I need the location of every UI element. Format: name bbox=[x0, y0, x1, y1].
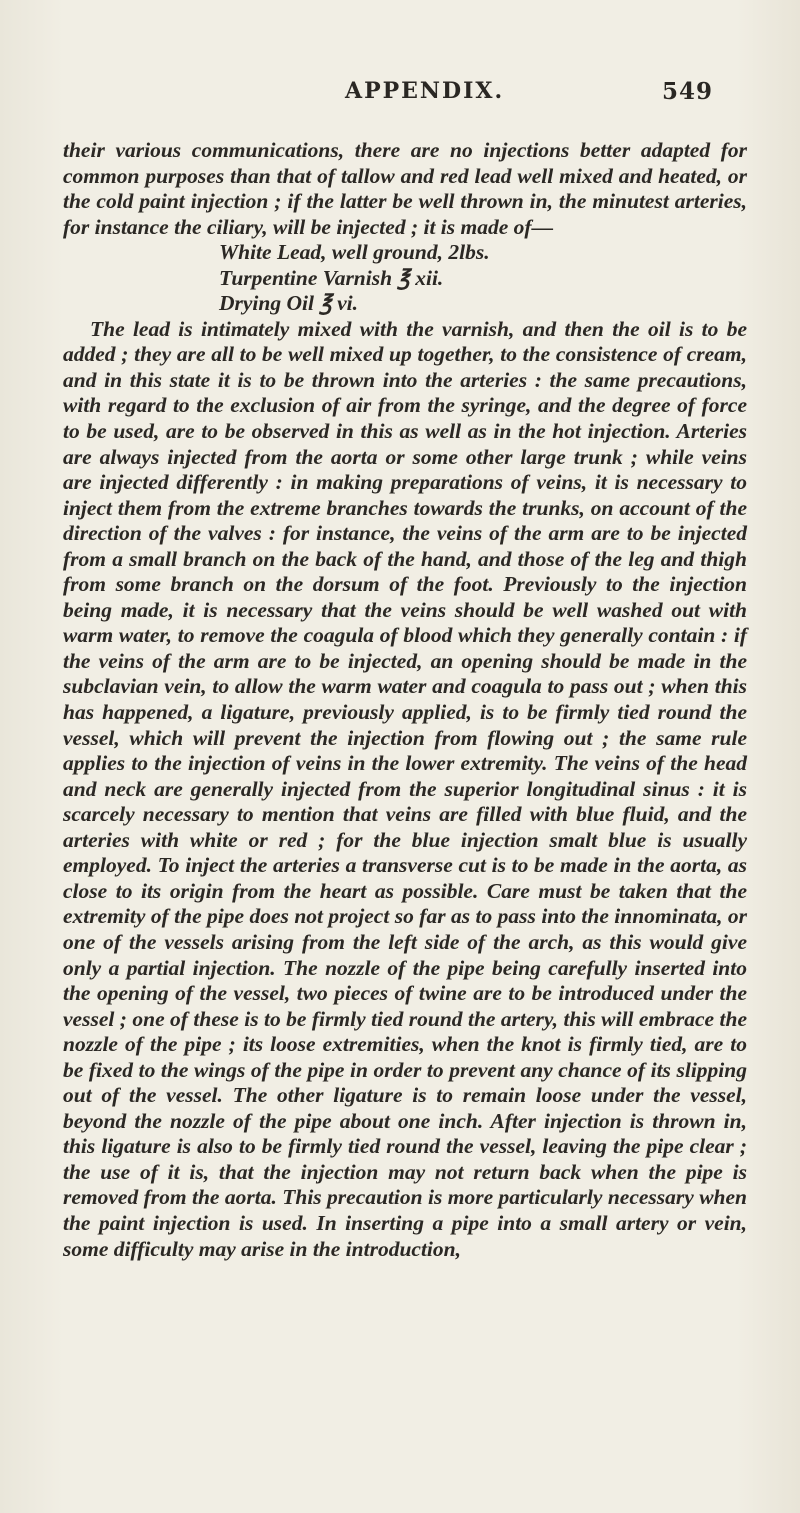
opening-paragraph: their various communications, there are no injections better adapted for common purposes than that of tallow and red lead well mixed and heated, or the cold paint injection ; if the latter be well thrown in, the minutest arteries, for instance the ciliary, will be injected ; it is made of— bbox=[63, 138, 747, 239]
page-body bbox=[63, 138, 747, 1262]
injection-recipe bbox=[63, 240, 747, 317]
main-paragraph: The lead is intimately mixed with the varnish, and then the oil is to be added ; they are all to be well mixed up together, to the consistence of cream, and in this state it is to be thrown into the arteries : the same precautions, with regard to the exclusion of air from the syringe, and the degree of force to be used, are to be observed in this as well as in the hot injection. Arteries are always injected from the aorta or some other large trunk ; while veins are injected differently : in making preparations of veins, it is necessary to inject them from the extreme branches towards the trunks, on account of the direction of the valves : for instance, the veins of the arm are to be injected from a small branch on the back of the hand, and those of the leg and thigh from some branch on the dorsum of the foot. Previously to the injection being made, it is necessary that the veins should be well washed out with warm water, to remove the coagula of blood which they generally contain : if the veins of the arm are to be injected, an opening should be made in the subclavian vein, to allow the warm water and coagula to pass out ; when this has happened, a ligature, previously applied, is to be firmly tied round the vessel, which will prevent the injection from flowing out ; the same rule applies to the injection of veins in the lower extremity. The veins of the head and neck are generally injected from the superior longitudinal sinus : it is scarcely necessary to mention that veins are filled with blue fluid, and the arteries with white or red ; for the blue injection smalt blue is usually employed. To inject the arteries a transverse cut is to be made in the aorta, as close to its origin from the heart as possible. Care must be taken that the extremity of the pipe does not project so far as to pass into the innominata, or one of the vessels arising from the left side of the arch, as this would give only a partial injection. The nozzle of the pipe being carefully inserted into the opening of the vessel, two pieces of twine are to be introduced under the vessel ; one of these is to be firmly tied round the artery, this will embrace the nozzle of the pipe ; its loose extremities, when the knot is firmly tied, are to be fixed to the wings of the pipe in order to prevent any chance of its slipping out of the vessel. The other ligature is to remain loose under the vessel, beyond the nozzle of the pipe about one inch. After injection is thrown in, this ligature is also to be firmly tied round the vessel, leaving the pipe clear ; the use of it is, that the injection may not return back when the pipe is removed from the aorta. This precaution is more particularly necessary when the paint injection is used. In inserting a pipe into a small artery or vein, some difficulty may arise in the introduction, bbox=[63, 316, 747, 1261]
recipe-line-drying-oil: Drying Oil ℥ vi. bbox=[219, 291, 359, 316]
recipe-line-turpentine-varnish: Turpentine Varnish ℥ xii. bbox=[219, 265, 444, 290]
page-header bbox=[0, 78, 800, 114]
page-number: 549 bbox=[662, 78, 714, 105]
recipe-line-white-lead: White Lead, well ground, 2lbs. bbox=[219, 240, 490, 265]
running-head: APPENDIX. bbox=[345, 78, 505, 104]
